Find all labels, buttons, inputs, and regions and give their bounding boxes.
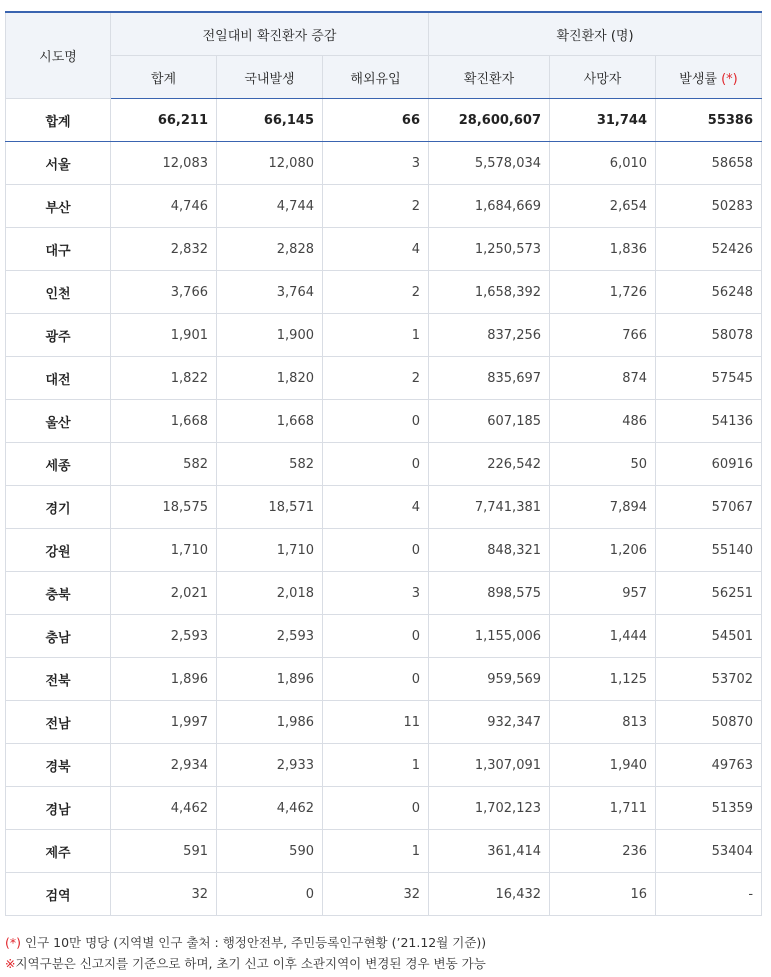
header-group-change: 전일대비 확진환자 증감 (111, 12, 429, 56)
cell-domestic: 582 (217, 443, 323, 486)
cell-domestic: 2,933 (217, 744, 323, 787)
table-row (6, 529, 762, 572)
header-group-cases: 확진환자 (명) (429, 12, 762, 56)
cell-deaths: 1,206 (550, 529, 656, 572)
footnote-region (5, 953, 765, 974)
cell-confirmed: 1,155,006 (429, 615, 550, 658)
cell-region: 충북 (6, 572, 111, 615)
cell-confirmed: 361,414 (429, 830, 550, 873)
cell-confirmed: 1,702,123 (429, 787, 550, 830)
cell-deaths: 1,836 (550, 228, 656, 271)
cell-overseas: 4 (323, 228, 429, 271)
cell-region: 대구 (6, 228, 111, 271)
cell-region: 세종 (6, 443, 111, 486)
cell-domestic: 4,744 (217, 185, 323, 228)
cell-overseas: 0 (323, 787, 429, 830)
cell-overseas: 1 (323, 314, 429, 357)
cell-overseas: 0 (323, 400, 429, 443)
cell-deaths: 957 (550, 572, 656, 615)
cell-overseas: 0 (323, 443, 429, 486)
table-row (6, 400, 762, 443)
cell-total: 4,746 (111, 185, 217, 228)
cell-confirmed: 607,185 (429, 400, 550, 443)
cell-confirmed: 848,321 (429, 529, 550, 572)
cell-incidence: 58658 (656, 142, 762, 185)
table-row (6, 357, 762, 400)
cell-incidence: 55386 (656, 99, 762, 142)
cell-region: 충남 (6, 615, 111, 658)
cell-domestic: 1,900 (217, 314, 323, 357)
cell-total: 32 (111, 873, 217, 916)
header-incidence-mark: (*) (721, 71, 738, 87)
table-row (6, 873, 762, 916)
cell-overseas: 66 (323, 99, 429, 142)
cell-domestic: 1,820 (217, 357, 323, 400)
footnote-region-text: 지역구분은 신고지를 기준으로 하며, 초기 신고 이후 소관지역이 변경된 경우 변동 가능 (15, 956, 486, 971)
cell-region: 합계 (6, 99, 111, 142)
table-row (6, 142, 762, 185)
cell-confirmed: 835,697 (429, 357, 550, 400)
cell-deaths: 813 (550, 701, 656, 744)
cell-incidence: 57067 (656, 486, 762, 529)
cell-confirmed: 932,347 (429, 701, 550, 744)
cell-overseas: 3 (323, 142, 429, 185)
header-total: 합계 (111, 56, 217, 99)
cell-confirmed: 837,256 (429, 314, 550, 357)
table-row (6, 486, 762, 529)
cell-incidence: - (656, 873, 762, 916)
cell-domestic: 1,668 (217, 400, 323, 443)
cell-overseas: 2 (323, 357, 429, 400)
header-domestic: 국내발생 (217, 56, 323, 99)
cell-total: 2,832 (111, 228, 217, 271)
cell-total: 2,021 (111, 572, 217, 615)
cell-incidence: 51359 (656, 787, 762, 830)
cell-region: 경남 (6, 787, 111, 830)
cell-incidence: 54136 (656, 400, 762, 443)
table-row (6, 701, 762, 744)
cell-deaths: 236 (550, 830, 656, 873)
cell-incidence: 58078 (656, 314, 762, 357)
cell-confirmed: 1,250,573 (429, 228, 550, 271)
cell-confirmed: 1,307,091 (429, 744, 550, 787)
cell-region: 인천 (6, 271, 111, 314)
footnotes (5, 932, 765, 974)
cell-region: 강원 (6, 529, 111, 572)
footnote-incidence-text: 인구 10만 명당 (지역별 인구 출처 : 행정안전부, 주민등록인구현황 (’21.12월 기준)) (21, 935, 487, 950)
cell-region: 서울 (6, 142, 111, 185)
header-overseas: 해외유입 (323, 56, 429, 99)
cell-region: 경북 (6, 744, 111, 787)
cell-incidence: 56248 (656, 271, 762, 314)
cell-incidence: 54501 (656, 615, 762, 658)
cell-deaths: 50 (550, 443, 656, 486)
cell-domestic: 3,764 (217, 271, 323, 314)
cell-deaths: 1,444 (550, 615, 656, 658)
cell-domestic: 18,571 (217, 486, 323, 529)
cell-deaths: 1,711 (550, 787, 656, 830)
cell-total: 1,896 (111, 658, 217, 701)
table-row (6, 185, 762, 228)
table-row (6, 228, 762, 271)
cell-total: 2,934 (111, 744, 217, 787)
cell-domestic: 4,462 (217, 787, 323, 830)
cell-total: 2,593 (111, 615, 217, 658)
cell-overseas: 2 (323, 185, 429, 228)
cell-overseas: 4 (323, 486, 429, 529)
cell-deaths: 16 (550, 873, 656, 916)
cell-confirmed: 959,569 (429, 658, 550, 701)
cell-deaths: 2,654 (550, 185, 656, 228)
cell-confirmed: 1,684,669 (429, 185, 550, 228)
cell-overseas: 0 (323, 529, 429, 572)
header-deaths: 사망자 (550, 56, 656, 99)
table-row (6, 271, 762, 314)
cell-confirmed: 1,658,392 (429, 271, 550, 314)
table-row (6, 443, 762, 486)
covid-region-table (5, 11, 762, 916)
table-row (6, 744, 762, 787)
cell-region: 광주 (6, 314, 111, 357)
cell-deaths: 31,744 (550, 99, 656, 142)
cell-confirmed: 28,600,607 (429, 99, 550, 142)
cell-region: 제주 (6, 830, 111, 873)
header-confirmed: 확진환자 (429, 56, 550, 99)
table-row (6, 658, 762, 701)
cell-incidence: 50283 (656, 185, 762, 228)
cell-confirmed: 226,542 (429, 443, 550, 486)
cell-deaths: 874 (550, 357, 656, 400)
table-row (6, 314, 762, 357)
cell-region: 울산 (6, 400, 111, 443)
cell-confirmed: 7,741,381 (429, 486, 550, 529)
cell-total: 582 (111, 443, 217, 486)
header-region: 시도명 (6, 12, 111, 99)
cell-region: 부산 (6, 185, 111, 228)
cell-incidence: 53702 (656, 658, 762, 701)
cell-region: 검역 (6, 873, 111, 916)
covid-region-table-container (5, 11, 761, 916)
cell-total: 1,997 (111, 701, 217, 744)
cell-domestic: 590 (217, 830, 323, 873)
table-row-total (6, 99, 762, 142)
cell-overseas: 3 (323, 572, 429, 615)
cell-overseas: 2 (323, 271, 429, 314)
cell-total: 1,710 (111, 529, 217, 572)
cell-region: 경기 (6, 486, 111, 529)
cell-total: 66,211 (111, 99, 217, 142)
cell-region: 전남 (6, 701, 111, 744)
cell-domestic: 2,593 (217, 615, 323, 658)
cell-overseas: 1 (323, 830, 429, 873)
table-row (6, 615, 762, 658)
cell-total: 3,766 (111, 271, 217, 314)
cell-incidence: 55140 (656, 529, 762, 572)
cell-domestic: 2,018 (217, 572, 323, 615)
header-incidence-label: 발생률 (679, 71, 717, 87)
cell-overseas: 32 (323, 873, 429, 916)
cell-overseas: 1 (323, 744, 429, 787)
footnote-incidence (5, 932, 765, 953)
cell-domestic: 0 (217, 873, 323, 916)
table-row (6, 787, 762, 830)
cell-deaths: 1,726 (550, 271, 656, 314)
cell-total: 1,668 (111, 400, 217, 443)
cell-total: 591 (111, 830, 217, 873)
cell-domestic: 1,896 (217, 658, 323, 701)
cell-overseas: 0 (323, 658, 429, 701)
cell-domestic: 1,710 (217, 529, 323, 572)
cell-confirmed: 5,578,034 (429, 142, 550, 185)
cell-total: 12,083 (111, 142, 217, 185)
cell-incidence: 56251 (656, 572, 762, 615)
cell-incidence: 60916 (656, 443, 762, 486)
table-row (6, 572, 762, 615)
header-incidence (656, 56, 762, 99)
cell-total: 1,822 (111, 357, 217, 400)
footnote-incidence-mark: (*) (5, 935, 22, 950)
cell-overseas: 11 (323, 701, 429, 744)
cell-total: 1,901 (111, 314, 217, 357)
cell-confirmed: 898,575 (429, 572, 550, 615)
cell-incidence: 57545 (656, 357, 762, 400)
cell-total: 4,462 (111, 787, 217, 830)
cell-deaths: 766 (550, 314, 656, 357)
cell-deaths: 6,010 (550, 142, 656, 185)
cell-region: 전북 (6, 658, 111, 701)
cell-incidence: 53404 (656, 830, 762, 873)
cell-total: 18,575 (111, 486, 217, 529)
cell-domestic: 2,828 (217, 228, 323, 271)
cell-deaths: 486 (550, 400, 656, 443)
cell-confirmed: 16,432 (429, 873, 550, 916)
cell-domestic: 1,986 (217, 701, 323, 744)
cell-region: 대전 (6, 357, 111, 400)
cell-deaths: 1,940 (550, 744, 656, 787)
cell-incidence: 52426 (656, 228, 762, 271)
cell-deaths: 7,894 (550, 486, 656, 529)
footnote-region-mark: ※ (5, 956, 16, 971)
cell-domestic: 66,145 (217, 99, 323, 142)
cell-domestic: 12,080 (217, 142, 323, 185)
cell-overseas: 0 (323, 615, 429, 658)
cell-incidence: 50870 (656, 701, 762, 744)
cell-incidence: 49763 (656, 744, 762, 787)
table-row (6, 830, 762, 873)
cell-deaths: 1,125 (550, 658, 656, 701)
